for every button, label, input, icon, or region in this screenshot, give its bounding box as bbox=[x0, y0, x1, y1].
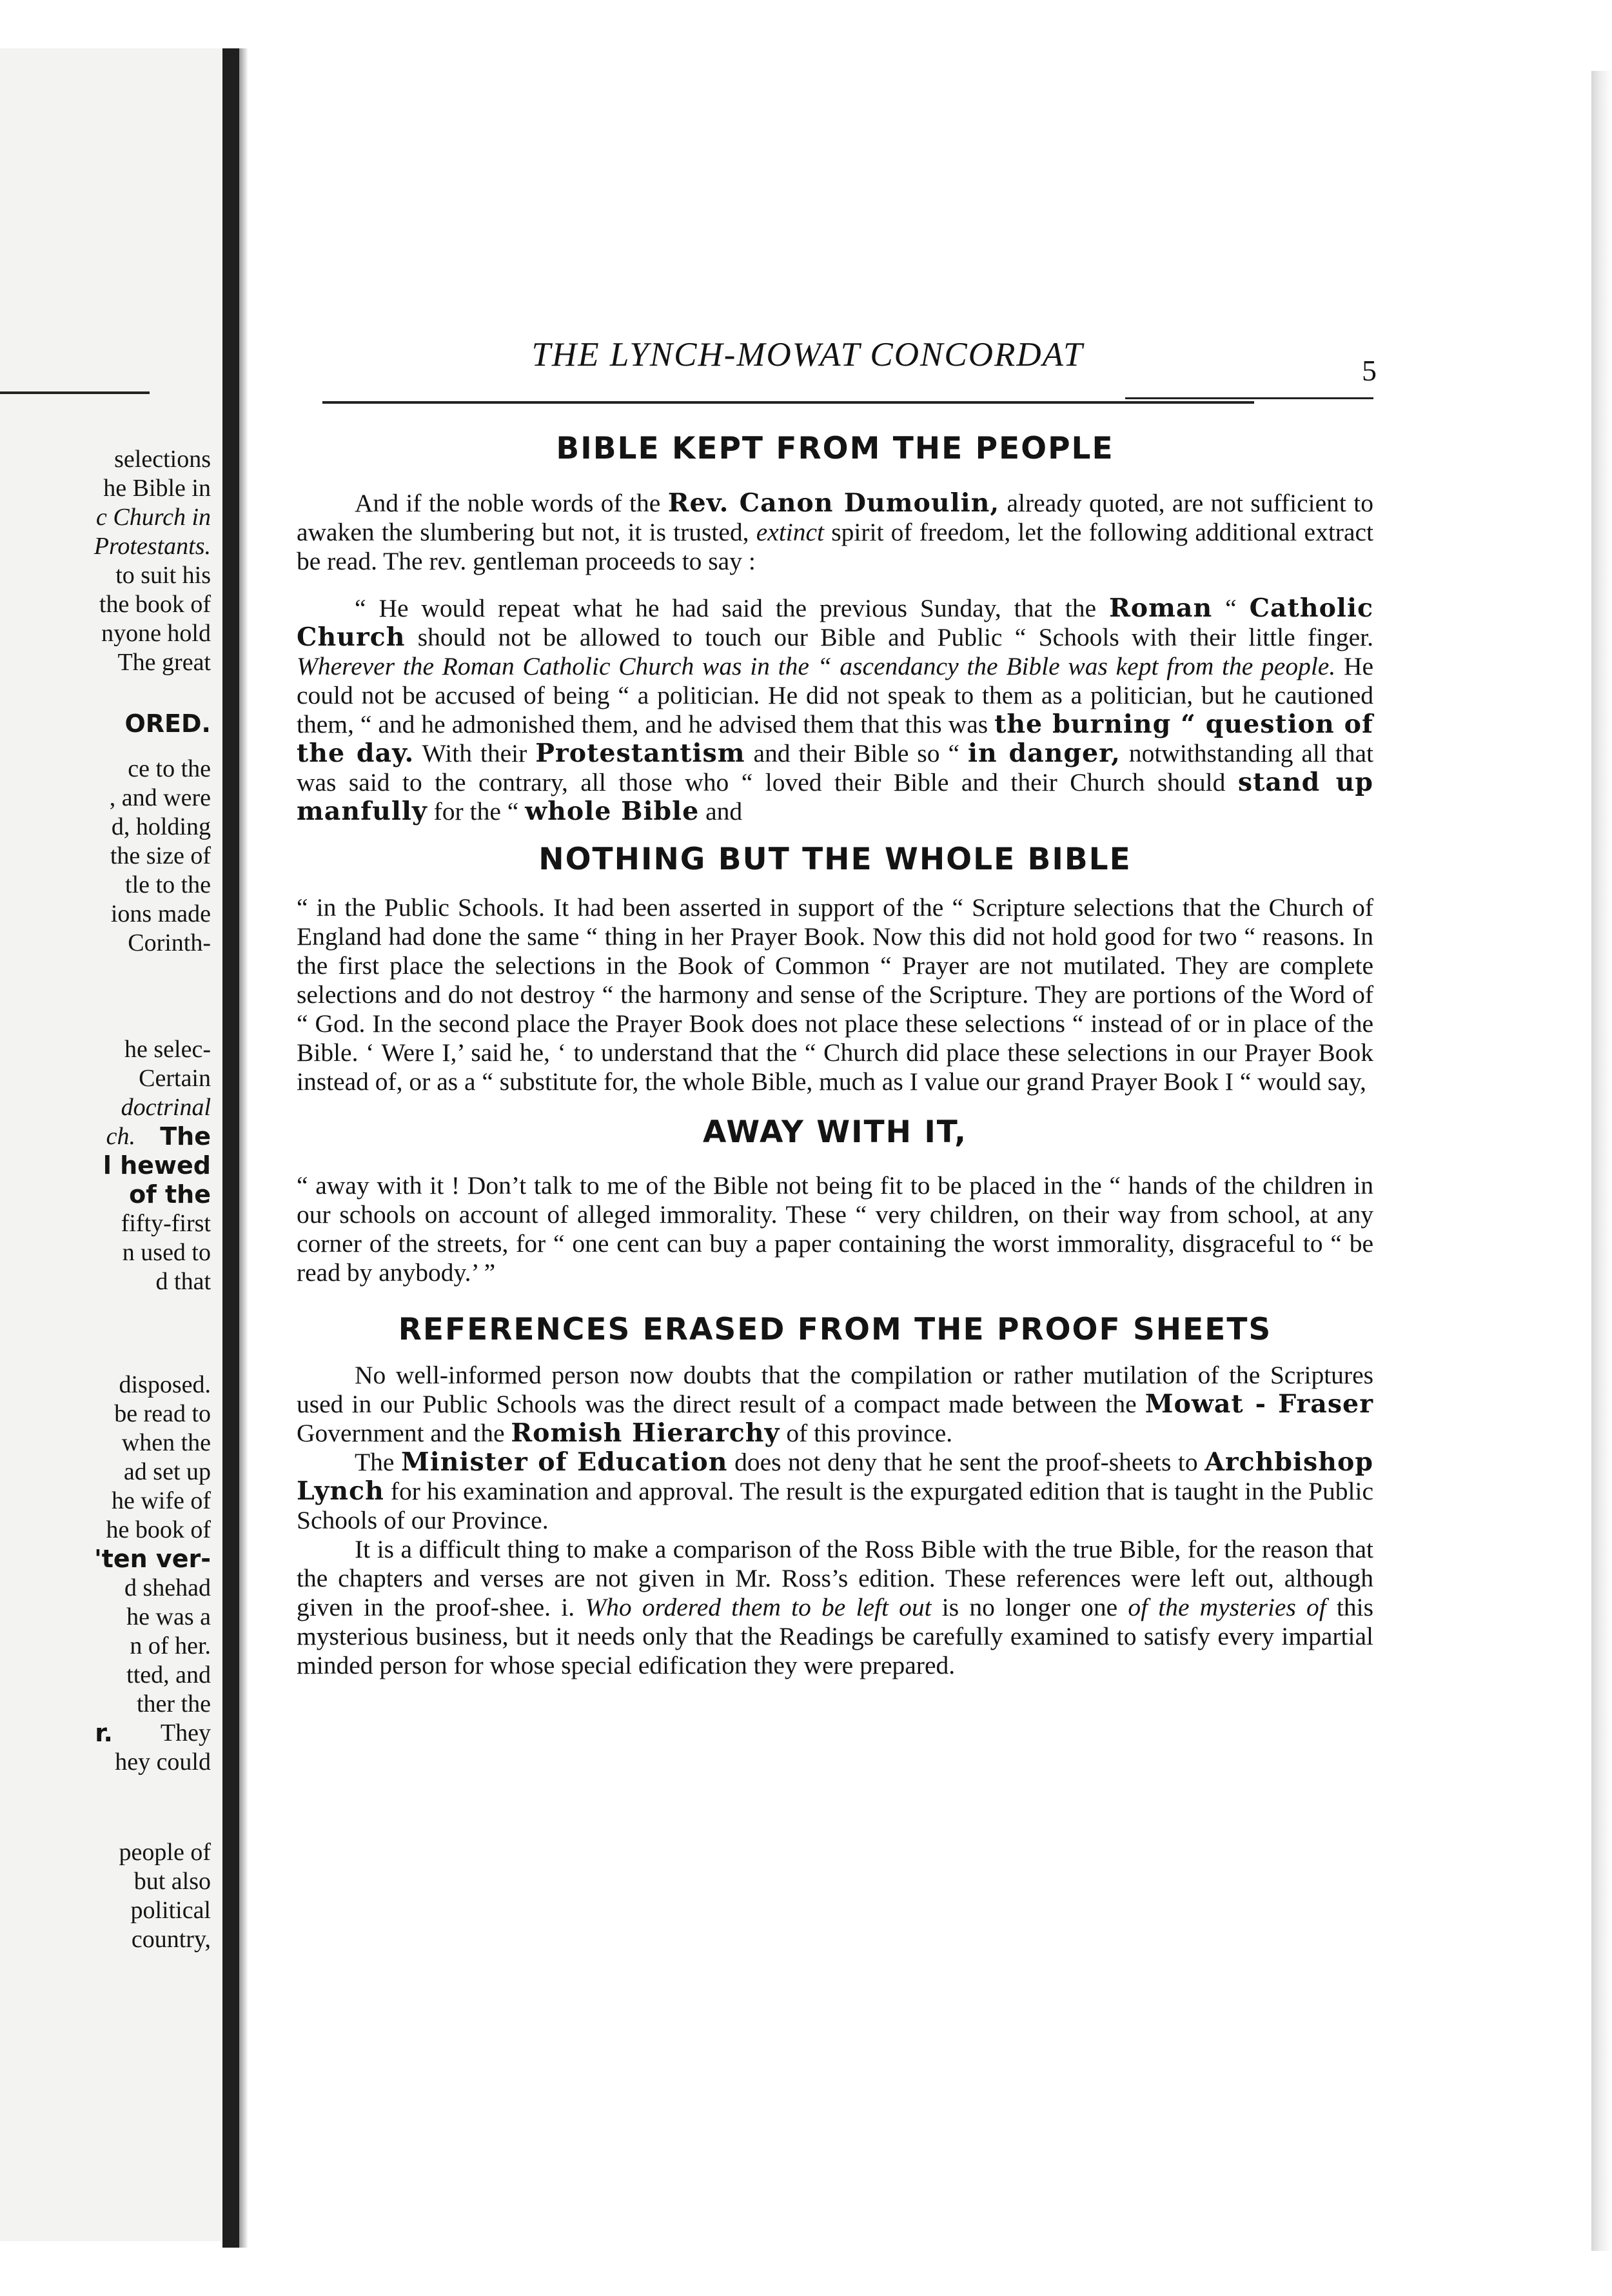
bold-text: Catholic Church bbox=[297, 593, 1373, 652]
left-line: d that bbox=[155, 1268, 211, 1295]
left-line: tted, and bbox=[126, 1661, 211, 1688]
text: should not be allowed to touch our Bible and Public “ Schools with their little finger. bbox=[405, 623, 1373, 651]
whole-bible-paragraph: “ in the Public Schools. It had been asserted in support of the “ Scripture selections that the Church of England had done the same “ thing in her Prayer Book. Now this did not hold good for two “ reasons. In the first place the selections in the Book of Common “ Prayer are not mutilated. They are complete selections and do not destroy “ the harmony and sense of the Scripture. They are portions of the Word of “ God. In the second place the Prayer Book does not place these selections “ instead of or in place of the Bible. ‘ Were I,’ said he, ‘ to understand that the “ Church did place these selections in our Prayer Book instead of, or as a “ substitute for, the whole Bible, much as I value our grand Prayer Book I “ would say, bbox=[297, 893, 1373, 1096]
text: No well-informed person now doubts that the compilation or rather mutilation of the Scriptures used in our Public Schools was the direct result of a compact made between the bbox=[297, 1361, 1373, 1418]
text: does not deny that he sent the proof-sheets to bbox=[727, 1448, 1205, 1476]
bold-text: stand up manfully bbox=[297, 767, 1373, 826]
text: is no longer one bbox=[931, 1593, 1128, 1621]
left-line: c Church in bbox=[95, 504, 211, 531]
bold-text: in danger, bbox=[967, 738, 1121, 768]
left-heading-fragment: ORED. bbox=[124, 709, 211, 738]
text: The bbox=[355, 1448, 401, 1476]
left-line: doctrinal bbox=[121, 1094, 211, 1121]
bold-text: Protestantism bbox=[535, 738, 745, 768]
page-edge bbox=[1591, 71, 1612, 2251]
bold-text: Romish Hierarchy bbox=[511, 1418, 780, 1448]
text: already quoted, are not sufficient to awaken the slumbering but not, it is trusted, bbox=[297, 489, 1373, 546]
left-line: n used to bbox=[122, 1239, 211, 1266]
text: And if the noble words of the bbox=[355, 489, 668, 517]
left-line: , and were bbox=[109, 784, 211, 811]
section-heading-whole-bible: NOTHING BUT THE WHOLE BIBLE bbox=[538, 842, 1132, 877]
left-line: selections bbox=[114, 446, 211, 473]
left-line: Corinth- bbox=[128, 929, 211, 956]
italic-text: extinct bbox=[756, 518, 825, 546]
left-line: ad set up bbox=[123, 1458, 211, 1485]
left-line: fifty-first bbox=[121, 1210, 211, 1237]
left-line: d, holding bbox=[111, 813, 211, 840]
bold-text: Mowat - Fraser bbox=[1145, 1389, 1374, 1419]
section-heading-references-erased: REFERENCES ERASED FROM THE PROOF SHEETS bbox=[398, 1312, 1272, 1347]
left-line: country, bbox=[131, 1926, 211, 1953]
away-with-it-paragraph: “ away with it ! Don’t talk to me of the Bible not being fit to be placed in the “ hands of the children in our schools on account of alleged immorality. These “ very children, on their way from school, at any corner of the streets, for “ one cent can buy a paper containing the worst immorality, disgraceful to “ be read by anybody.’ ” bbox=[297, 1171, 1373, 1287]
left-line: the book of bbox=[99, 591, 211, 618]
left-line: The great bbox=[117, 649, 211, 676]
bold-text: Minister of Education bbox=[400, 1447, 728, 1477]
bold-name: Rev. Canon Dumoulin, bbox=[667, 488, 1000, 518]
left-line: of the bbox=[129, 1180, 211, 1209]
left-line: people of bbox=[119, 1839, 211, 1866]
left-line: They bbox=[160, 1719, 211, 1747]
left-line: ce to the bbox=[128, 755, 211, 782]
book-spine bbox=[222, 48, 239, 2248]
spine-shadow bbox=[239, 48, 248, 2248]
text: this mysterious business, but it needs only that the Readings be carefully examined to satisfy every impartial minded person for whose special edification they were prepared. bbox=[297, 1593, 1374, 1679]
header-rule bbox=[322, 401, 1254, 404]
left-page-rule bbox=[0, 391, 150, 394]
left-line: hey could bbox=[115, 1748, 211, 1776]
left-line: be read to bbox=[114, 1400, 211, 1427]
left-line: but also bbox=[133, 1868, 211, 1895]
text: Government and the bbox=[297, 1419, 511, 1447]
left-line: the size of bbox=[110, 842, 211, 869]
running-title: THE LYNCH-MOWAT CONCORDAT bbox=[531, 336, 1084, 373]
italic-text: Wherever the Roman Catholic Church was in the “ ascendancy the Bible was kept from the people. bbox=[297, 652, 1336, 680]
left-line: ions made bbox=[110, 900, 211, 927]
left-line: The bbox=[160, 1122, 211, 1151]
left-line: he book of bbox=[106, 1516, 211, 1543]
page-number: 5 bbox=[1362, 354, 1377, 387]
header-rule-right bbox=[1125, 397, 1373, 399]
text: With their bbox=[414, 739, 536, 767]
italic-text: Who ordered them to be left out bbox=[585, 1593, 932, 1621]
text: It is a difficult thing to make a comparison of the Ross Bible with the true Bible, for the reason that the chapters and verses are not given in Mr. Ross’s edition. These references were left out, although given in the proof-shee. i. bbox=[297, 1535, 1373, 1621]
left-line: 'ten ver- bbox=[94, 1545, 211, 1573]
left-line: ther the bbox=[136, 1690, 211, 1717]
text: spirit of freedom, let the following additional extract be read. The rev. gentleman proceeds to say : bbox=[297, 518, 1373, 575]
text: for his examination and approval. The result is the expurgated edition that is taught in the Public Schools of our Province. bbox=[297, 1477, 1373, 1534]
intro-paragraph bbox=[297, 489, 1373, 576]
bold-text: whole Bible bbox=[525, 797, 700, 826]
bold-text: Roman bbox=[1108, 593, 1213, 623]
left-line: l hewed bbox=[103, 1151, 211, 1180]
left-line: ch. bbox=[106, 1123, 135, 1150]
text: He could not be accused of being “ a politician. He did not speak to them as a politician, but he cautioned them, “ and he admonished them, and he advised them that this was bbox=[297, 652, 1373, 738]
compact-paragraph bbox=[297, 1361, 1373, 1448]
left-line: to suit his bbox=[115, 562, 211, 589]
left-line: Protestants. bbox=[93, 533, 211, 560]
left-line: political bbox=[130, 1897, 211, 1924]
section-heading-bible-kept: BIBLE KEPT FROM THE PEOPLE bbox=[556, 431, 1114, 466]
left-line: he was a bbox=[126, 1603, 211, 1630]
text: of this province. bbox=[780, 1419, 953, 1447]
left-line: d shehad bbox=[124, 1574, 211, 1601]
left-line: tle to the bbox=[125, 871, 211, 898]
left-line: n of her. bbox=[130, 1632, 211, 1659]
text: and their Bible so “ bbox=[745, 739, 968, 767]
left-line: when the bbox=[121, 1429, 211, 1456]
text: “ He would repeat what he had said the previous Sunday, that the bbox=[355, 594, 1109, 622]
text: for the “ bbox=[427, 797, 526, 826]
section-heading-away-with-it: AWAY WITH IT, bbox=[702, 1114, 968, 1150]
bold-text: the burning “ question of the day. bbox=[297, 709, 1373, 768]
left-line: he selec- bbox=[124, 1036, 211, 1063]
text: “ bbox=[1212, 594, 1250, 622]
left-line: nyone hold bbox=[101, 620, 211, 647]
left-line: r. bbox=[95, 1719, 113, 1747]
text: and bbox=[699, 797, 743, 826]
quote-paragraph bbox=[297, 594, 1373, 826]
ross-bible-paragraph bbox=[297, 1535, 1373, 1680]
left-line: disposed. bbox=[119, 1371, 211, 1398]
minister-paragraph bbox=[297, 1448, 1373, 1535]
italic-text: of the mysteries of bbox=[1128, 1593, 1326, 1621]
left-line: Certain bbox=[139, 1065, 211, 1092]
text: notwithstanding all that was said to the contrary, all those who “ loved their Bible and their Church should bbox=[297, 739, 1373, 797]
page-body bbox=[297, 426, 1373, 1680]
left-facing-page bbox=[0, 48, 222, 2241]
left-line: he wife of bbox=[111, 1487, 211, 1514]
bold-text: Archbishop Lynch bbox=[297, 1447, 1373, 1506]
left-line: he Bible in bbox=[103, 475, 211, 502]
